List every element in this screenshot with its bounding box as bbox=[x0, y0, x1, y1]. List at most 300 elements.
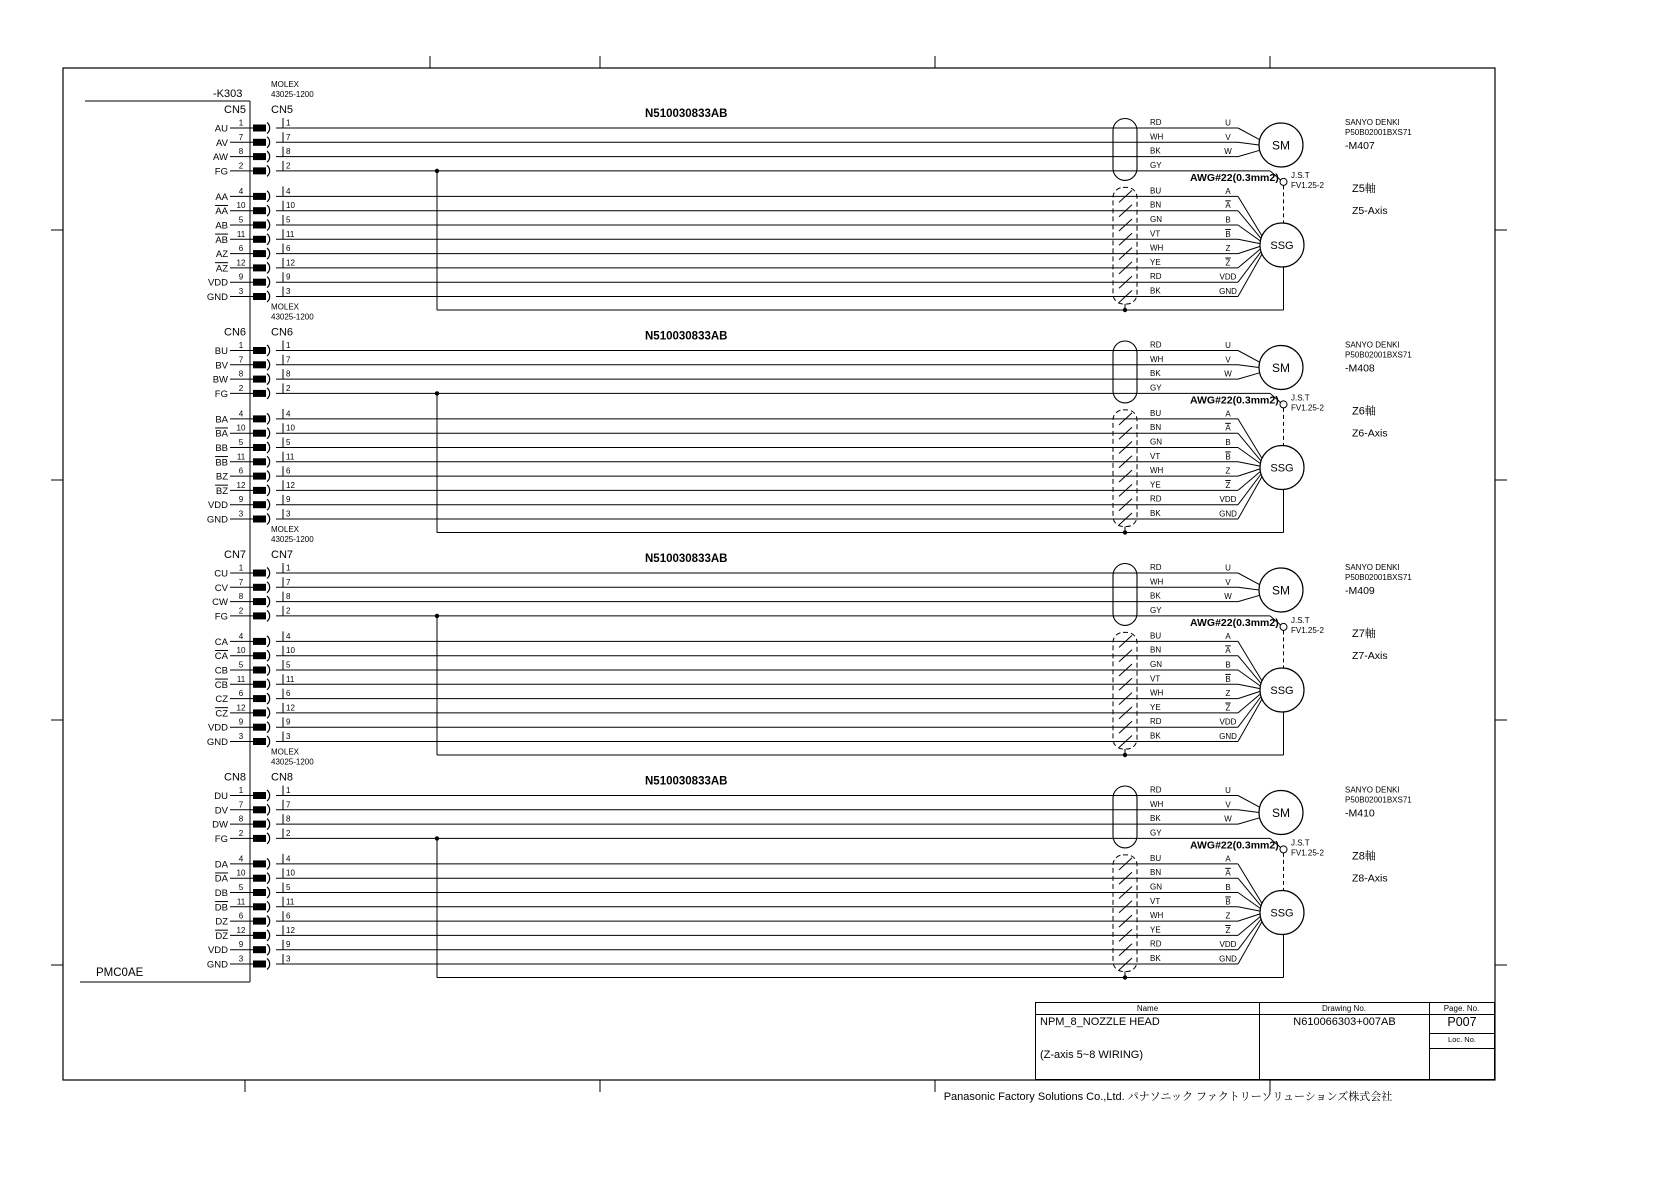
signal-name: CA bbox=[214, 636, 228, 648]
signal-name: FG bbox=[214, 833, 228, 845]
shield-drain-dot bbox=[1123, 530, 1127, 534]
pin-number-left: 2 bbox=[238, 161, 244, 171]
signal-row-dz-bar bbox=[215, 917, 1260, 942]
pin-contact bbox=[253, 501, 266, 508]
signal-name: GND bbox=[206, 514, 228, 526]
pin-number-left: 3 bbox=[238, 287, 244, 296]
pin-contact bbox=[253, 638, 266, 645]
pin-socket bbox=[267, 790, 270, 801]
pin-number-right: 10 bbox=[286, 646, 295, 656]
pin-number-left: 5 bbox=[238, 215, 244, 225]
connector-label-right: CN5 bbox=[271, 104, 294, 116]
terminal-spec-line2: FV1.25-2 bbox=[1291, 403, 1324, 413]
terminal-label: A bbox=[1225, 423, 1231, 433]
wire-bend bbox=[1238, 587, 1259, 590]
motor-symbol: SM bbox=[1272, 361, 1290, 375]
signal-name: DB bbox=[214, 902, 228, 914]
wire-bend bbox=[1238, 373, 1260, 379]
shield-drain-dot bbox=[1123, 308, 1127, 312]
signal-row-db bbox=[215, 883, 1261, 909]
wire-bend bbox=[1238, 907, 1260, 911]
pin-number-left: 6 bbox=[238, 911, 244, 921]
pin-contact bbox=[253, 961, 266, 968]
signal-name: VDD bbox=[207, 277, 228, 289]
signal-name: AA bbox=[215, 191, 228, 203]
signal-name: DA bbox=[214, 873, 228, 885]
motor-maker-label: SANYO DENKI bbox=[1345, 118, 1400, 127]
pin-contact bbox=[253, 361, 266, 368]
pin-socket bbox=[267, 471, 270, 482]
encoder-symbol: SSG bbox=[1270, 685, 1294, 697]
pin-contact bbox=[253, 250, 266, 257]
pin-socket bbox=[267, 151, 270, 162]
wire-color-label: BK bbox=[1150, 731, 1161, 741]
terminal-label: B bbox=[1225, 452, 1231, 462]
signal-row-gnd bbox=[207, 699, 1262, 748]
pin-number-left: 10 bbox=[236, 868, 246, 878]
pin-socket bbox=[267, 722, 270, 733]
pin-contact bbox=[253, 918, 266, 925]
wire-color-label: VT bbox=[1150, 896, 1161, 906]
pin-socket bbox=[267, 234, 270, 245]
wire-bend bbox=[1238, 462, 1260, 466]
wire-color-label: YE bbox=[1150, 702, 1161, 712]
pin-socket bbox=[267, 665, 270, 676]
pin-number-right: 12 bbox=[286, 258, 295, 268]
pin-number-left: 3 bbox=[238, 509, 244, 519]
pin-socket bbox=[267, 636, 270, 647]
terminal-label: Z bbox=[1225, 925, 1231, 935]
pin-socket bbox=[267, 359, 270, 370]
wire-bend bbox=[1238, 922, 1262, 964]
wire-bend bbox=[1238, 684, 1260, 688]
pin-number-right: 5 bbox=[286, 883, 291, 892]
pin-number-left: 9 bbox=[238, 940, 244, 950]
motor-model-label: P50B02001BXS71 bbox=[1345, 350, 1412, 360]
wire-color-label: RD bbox=[1150, 118, 1162, 127]
pin-contact bbox=[253, 264, 266, 271]
terminal-label: A bbox=[1225, 631, 1231, 641]
connector-label-left: CN6 bbox=[224, 326, 247, 339]
pin-socket bbox=[267, 388, 270, 399]
pin-contact bbox=[253, 903, 266, 910]
signal-name: BW bbox=[212, 374, 228, 386]
pin-number-left: 1 bbox=[238, 563, 244, 573]
signal-row-cb bbox=[215, 660, 1261, 686]
signal-row-cz-bar bbox=[215, 694, 1260, 719]
wire-bend bbox=[1238, 254, 1262, 296]
signal-name: DU bbox=[214, 791, 228, 802]
wire-color-label: WH bbox=[1150, 132, 1164, 142]
connector-model-label: 43025-1200 bbox=[271, 312, 314, 322]
motor-ref-label: -M407 bbox=[1345, 140, 1375, 152]
pin-contact bbox=[253, 487, 266, 494]
signal-name: AZ bbox=[215, 249, 228, 261]
pin-contact bbox=[253, 709, 266, 716]
signal-name: CW bbox=[212, 597, 228, 609]
pin-contact bbox=[253, 444, 266, 451]
pin-number-right: 10 bbox=[286, 868, 295, 878]
pin-contact bbox=[253, 792, 266, 799]
wire-bend bbox=[1238, 142, 1259, 145]
signal-row-bv bbox=[215, 355, 1259, 372]
pin-number-left: 11 bbox=[236, 674, 246, 684]
pin-contact bbox=[253, 376, 266, 383]
schematic bbox=[51, 56, 1507, 1092]
pin-socket bbox=[267, 442, 270, 453]
signal-name: AV bbox=[216, 137, 228, 149]
pin-number-right: 10 bbox=[286, 201, 295, 211]
motor-maker-label: SANYO DENKI bbox=[1345, 785, 1400, 795]
pin-contact bbox=[253, 738, 266, 745]
pin-number-left: 4 bbox=[238, 409, 244, 419]
wire-bend bbox=[1238, 919, 1261, 950]
pin-socket bbox=[267, 833, 270, 844]
signal-name: BZ bbox=[215, 471, 228, 483]
wiring-block-cn6 bbox=[207, 303, 1412, 535]
pin-contact bbox=[253, 584, 266, 591]
wire-color-label: BK bbox=[1150, 509, 1161, 518]
pin-number-right: 6 bbox=[286, 244, 291, 254]
pin-socket bbox=[267, 858, 270, 869]
signal-row-bb-bar bbox=[215, 452, 1260, 469]
signal-name: CZ bbox=[215, 694, 228, 706]
connector-label-right: CN8 bbox=[271, 771, 294, 784]
connector-label-left: CN5 bbox=[224, 104, 247, 116]
pin-contact bbox=[253, 516, 266, 523]
pin-contact bbox=[253, 207, 266, 214]
signal-row-bw bbox=[213, 369, 1260, 386]
terminal-label: V bbox=[1225, 800, 1231, 810]
wire-color-label: BK bbox=[1150, 814, 1161, 824]
wire-spec-label: AWG#22(0.3mm2) bbox=[1190, 394, 1279, 407]
motor-model-label: P50B02001BXS71 bbox=[1345, 128, 1412, 137]
encoder-cable-shield bbox=[1113, 187, 1137, 304]
signal-name: CZ bbox=[215, 708, 228, 720]
pin-number-right: 1 bbox=[286, 341, 291, 350]
pin-number-right: 9 bbox=[286, 272, 291, 282]
wire-bend bbox=[1238, 694, 1260, 713]
terminal-label: B bbox=[1225, 438, 1231, 447]
wiring-block-cn5 bbox=[207, 80, 1412, 312]
terminal-label: A bbox=[1225, 186, 1231, 196]
pin-number-right: 2 bbox=[286, 161, 291, 171]
signal-name: GND bbox=[206, 959, 228, 971]
wire-color-label: WH bbox=[1150, 577, 1164, 587]
pin-number-left: 8 bbox=[238, 147, 244, 157]
wire-color-label: BN bbox=[1150, 200, 1162, 210]
pin-number-left: 2 bbox=[238, 383, 244, 393]
wire-color-label: RD bbox=[1150, 494, 1162, 504]
wire-color-label: BU bbox=[1150, 186, 1162, 196]
pin-socket bbox=[267, 277, 270, 288]
title-block-page-line bbox=[1429, 1033, 1494, 1034]
pin-contact bbox=[253, 458, 266, 465]
pin-number-right: 3 bbox=[286, 954, 291, 964]
pin-number-right: 6 bbox=[286, 466, 291, 476]
cable-number-label: N510030833AB bbox=[645, 775, 728, 788]
pin-number-right: 5 bbox=[286, 438, 291, 447]
wire-bend bbox=[1238, 351, 1260, 363]
pin-number-right: 6 bbox=[286, 689, 291, 699]
signal-name: BA bbox=[215, 428, 228, 440]
page-number: P007 bbox=[1447, 1015, 1477, 1029]
encoder-cable-shield bbox=[1113, 855, 1137, 972]
pin-number-right: 9 bbox=[286, 940, 291, 950]
signal-row-ab bbox=[215, 215, 1260, 241]
pin-contact bbox=[253, 821, 266, 828]
crimp-terminal bbox=[1280, 846, 1287, 853]
terminal-label: GND bbox=[1219, 732, 1237, 741]
signal-name: BU bbox=[214, 346, 228, 357]
pin-contact bbox=[253, 193, 266, 200]
wire-bend bbox=[1238, 128, 1260, 140]
pin-number-right: 9 bbox=[286, 717, 291, 727]
pin-number-right: 7 bbox=[286, 577, 291, 587]
wire-bend bbox=[1238, 699, 1262, 741]
pin-number-right: 3 bbox=[286, 287, 291, 296]
cable-number-label: N510030833AB bbox=[645, 108, 728, 120]
pin-number-left: 1 bbox=[238, 118, 244, 128]
title-block-loc-line bbox=[1429, 1048, 1494, 1049]
terminal-label: Z bbox=[1225, 911, 1231, 921]
wire-bend bbox=[1238, 365, 1259, 368]
pin-number-right: 1 bbox=[286, 563, 291, 573]
wire-color-label: RD bbox=[1150, 939, 1162, 949]
signal-name: FG bbox=[214, 611, 228, 623]
pin-socket bbox=[267, 291, 270, 302]
signal-row-aa-bar bbox=[215, 201, 1261, 239]
pin-number-right: 8 bbox=[286, 369, 291, 379]
signal-row-fg bbox=[215, 606, 1281, 625]
signal-name: DA bbox=[214, 859, 228, 871]
connector-maker-label: MOLEX bbox=[271, 525, 300, 534]
signal-row-db-bar bbox=[215, 897, 1260, 914]
signal-row-ba-bar bbox=[215, 423, 1261, 461]
terminal-label: A bbox=[1225, 854, 1231, 864]
wire-color-label: GY bbox=[1150, 828, 1162, 838]
signal-name: DZ bbox=[215, 916, 228, 928]
signal-name: CA bbox=[214, 651, 228, 663]
wire-color-label: RD bbox=[1150, 272, 1162, 282]
terminal-label: U bbox=[1225, 118, 1231, 128]
pin-number-left: 4 bbox=[238, 631, 244, 641]
pin-number-left: 10 bbox=[236, 201, 246, 211]
pin-number-right: 2 bbox=[286, 828, 291, 838]
terminal-label: Z bbox=[1225, 689, 1231, 699]
wire-color-label: GN bbox=[1150, 215, 1162, 224]
motor-maker-label: SANYO DENKI bbox=[1345, 340, 1400, 350]
pin-number-left: 3 bbox=[238, 954, 244, 964]
terminal-label: VDD bbox=[1219, 940, 1237, 950]
signal-row-bz-bar bbox=[215, 472, 1260, 497]
pin-socket bbox=[267, 514, 270, 525]
pin-number-left: 7 bbox=[238, 577, 244, 587]
pin-number-right: 10 bbox=[286, 423, 295, 433]
wire-color-label: BU bbox=[1150, 631, 1162, 641]
signal-name: CU bbox=[214, 568, 228, 580]
pin-socket bbox=[267, 165, 270, 176]
pin-number-right: 8 bbox=[286, 814, 291, 824]
pin-contact bbox=[253, 139, 266, 146]
wire-bend bbox=[1238, 810, 1259, 813]
wire-color-label: WH bbox=[1150, 688, 1164, 698]
pin-contact bbox=[253, 293, 266, 300]
signal-row-cz bbox=[215, 689, 1260, 706]
wire-color-label: VT bbox=[1150, 229, 1161, 239]
pin-socket bbox=[267, 707, 270, 718]
pin-contact bbox=[253, 125, 266, 132]
pin-number-left: 10 bbox=[236, 423, 246, 433]
motor-model-label: P50B02001BXS71 bbox=[1345, 795, 1412, 805]
terminal-label: B bbox=[1225, 215, 1231, 225]
signal-row-bb bbox=[215, 438, 1260, 464]
signal-row-fg bbox=[215, 161, 1281, 180]
pin-contact bbox=[253, 390, 266, 397]
pin-contact bbox=[253, 835, 266, 842]
signal-name: VDD bbox=[207, 500, 228, 512]
wire-bend bbox=[1238, 796, 1260, 808]
signal-name: VDD bbox=[207, 945, 228, 957]
title-block-header-line bbox=[1036, 1014, 1494, 1015]
terminal-label: B bbox=[1225, 897, 1231, 907]
pin-socket bbox=[267, 582, 270, 593]
signal-row-dv bbox=[215, 800, 1259, 817]
pin-contact bbox=[253, 598, 266, 605]
terminal-spec-line2: FV1.25-2 bbox=[1291, 848, 1324, 858]
pin-contact bbox=[253, 724, 266, 731]
pin-number-left: 5 bbox=[238, 660, 244, 670]
pin-number-left: 8 bbox=[238, 592, 244, 602]
pin-contact bbox=[253, 612, 266, 619]
wire-color-label: GN bbox=[1150, 882, 1162, 892]
signal-name: BB bbox=[215, 457, 228, 469]
pin-socket bbox=[267, 413, 270, 424]
pin-number-right: 11 bbox=[286, 897, 295, 907]
pin-number-left: 9 bbox=[238, 495, 244, 505]
pin-socket bbox=[267, 191, 270, 202]
pin-contact bbox=[253, 570, 266, 577]
signal-name: GND bbox=[206, 292, 228, 303]
pin-contact bbox=[253, 932, 266, 939]
signal-row-cb-bar bbox=[215, 674, 1260, 691]
motor-ref-label: -M410 bbox=[1345, 807, 1375, 820]
axis-label-en: Z7-Axis bbox=[1352, 650, 1388, 662]
pin-number-right: 8 bbox=[286, 592, 291, 602]
pin-number-right: 4 bbox=[286, 409, 291, 419]
pin-socket bbox=[267, 345, 270, 356]
terminal-label: GND bbox=[1219, 287, 1237, 296]
signal-name: CB bbox=[214, 679, 228, 691]
pin-contact bbox=[253, 875, 266, 882]
signal-name: AW bbox=[213, 152, 228, 164]
wire-color-label: BU bbox=[1150, 408, 1162, 418]
axis-label-en: Z8-Axis bbox=[1352, 872, 1388, 885]
pin-number-left: 9 bbox=[238, 272, 244, 282]
connector-maker-label: MOLEX bbox=[271, 302, 300, 312]
terminal-label: B bbox=[1225, 660, 1231, 670]
wire-bend bbox=[1238, 864, 1262, 903]
terminal-label: U bbox=[1225, 563, 1231, 573]
pin-number-right: 1 bbox=[286, 786, 291, 795]
encoder-symbol: SSG bbox=[1270, 907, 1294, 920]
axis-label-jp: Z5軸 bbox=[1352, 183, 1376, 195]
pin-number-right: 5 bbox=[286, 215, 291, 225]
pin-socket bbox=[267, 137, 270, 148]
pin-socket bbox=[267, 428, 270, 439]
signal-row-au bbox=[215, 118, 1260, 140]
terminal-label: V bbox=[1225, 577, 1231, 587]
pin-number-right: 9 bbox=[286, 495, 291, 505]
pin-number-left: 2 bbox=[238, 606, 244, 616]
pin-socket bbox=[267, 485, 270, 496]
terminal-label: B bbox=[1225, 674, 1231, 684]
pin-socket bbox=[267, 901, 270, 912]
pin-socket bbox=[267, 374, 270, 385]
encoder-symbol: SSG bbox=[1270, 462, 1294, 475]
wire-color-label: YE bbox=[1150, 257, 1161, 267]
wiring-block-cn8 bbox=[207, 748, 1412, 980]
terminal-label: Z bbox=[1225, 466, 1231, 476]
signal-name: AB bbox=[215, 234, 228, 246]
signal-name: DZ bbox=[215, 930, 228, 942]
wire-color-label: WH bbox=[1150, 799, 1164, 809]
terminal-label: W bbox=[1224, 369, 1232, 379]
wire-color-label: VT bbox=[1150, 451, 1161, 461]
drawing-no-header: Drawing No. bbox=[1321, 1004, 1366, 1013]
wire-color-label: BU bbox=[1150, 853, 1162, 863]
terminal-spec-line1: J.S.T bbox=[1291, 615, 1310, 625]
pin-number-left: 4 bbox=[238, 186, 244, 196]
signal-name: DW bbox=[212, 819, 228, 831]
drawing-number: N610066303+007AB bbox=[1293, 1016, 1396, 1028]
pin-number-left: 4 bbox=[238, 854, 244, 864]
pin-number-left: 9 bbox=[238, 717, 244, 727]
signal-row-bu bbox=[215, 341, 1260, 363]
encoder-symbol: SSG bbox=[1270, 240, 1294, 252]
terminal-label: W bbox=[1224, 592, 1232, 602]
page-no-header: Page. No. bbox=[1443, 1004, 1480, 1013]
pin-socket bbox=[267, 819, 270, 830]
terminal-label: A bbox=[1225, 868, 1231, 878]
terminal-label: Z bbox=[1225, 480, 1231, 490]
signal-row-gnd bbox=[207, 922, 1262, 971]
pin-number-right: 8 bbox=[286, 147, 291, 157]
motor-symbol: SM bbox=[1272, 806, 1290, 820]
signal-row-av bbox=[216, 132, 1259, 149]
wire-color-label: RD bbox=[1150, 563, 1162, 572]
encoder-cable-shield bbox=[1113, 410, 1137, 527]
terminal-label: VDD bbox=[1219, 272, 1237, 282]
terminal-label: A bbox=[1225, 201, 1231, 211]
terminal-label: U bbox=[1225, 341, 1231, 350]
pin-number-right: 12 bbox=[286, 703, 295, 713]
unit-label: PMC0AE bbox=[96, 967, 144, 979]
wire-color-label: BK bbox=[1150, 591, 1161, 601]
wire-bend bbox=[1238, 472, 1260, 491]
pin-contact bbox=[253, 167, 266, 174]
terminal-spec-line2: FV1.25-2 bbox=[1291, 180, 1324, 190]
pin-number-right: 2 bbox=[286, 383, 291, 393]
wire-color-label: BK bbox=[1150, 369, 1161, 379]
pin-contact bbox=[253, 347, 266, 354]
wire-spec-label: AWG#22(0.3mm2) bbox=[1190, 616, 1279, 629]
pin-number-left: 7 bbox=[238, 800, 244, 810]
signal-name: FG bbox=[214, 388, 228, 400]
signal-row-ca-bar bbox=[215, 646, 1261, 684]
encoder-cable-shield bbox=[1113, 632, 1137, 749]
terminal-label: W bbox=[1224, 147, 1232, 157]
